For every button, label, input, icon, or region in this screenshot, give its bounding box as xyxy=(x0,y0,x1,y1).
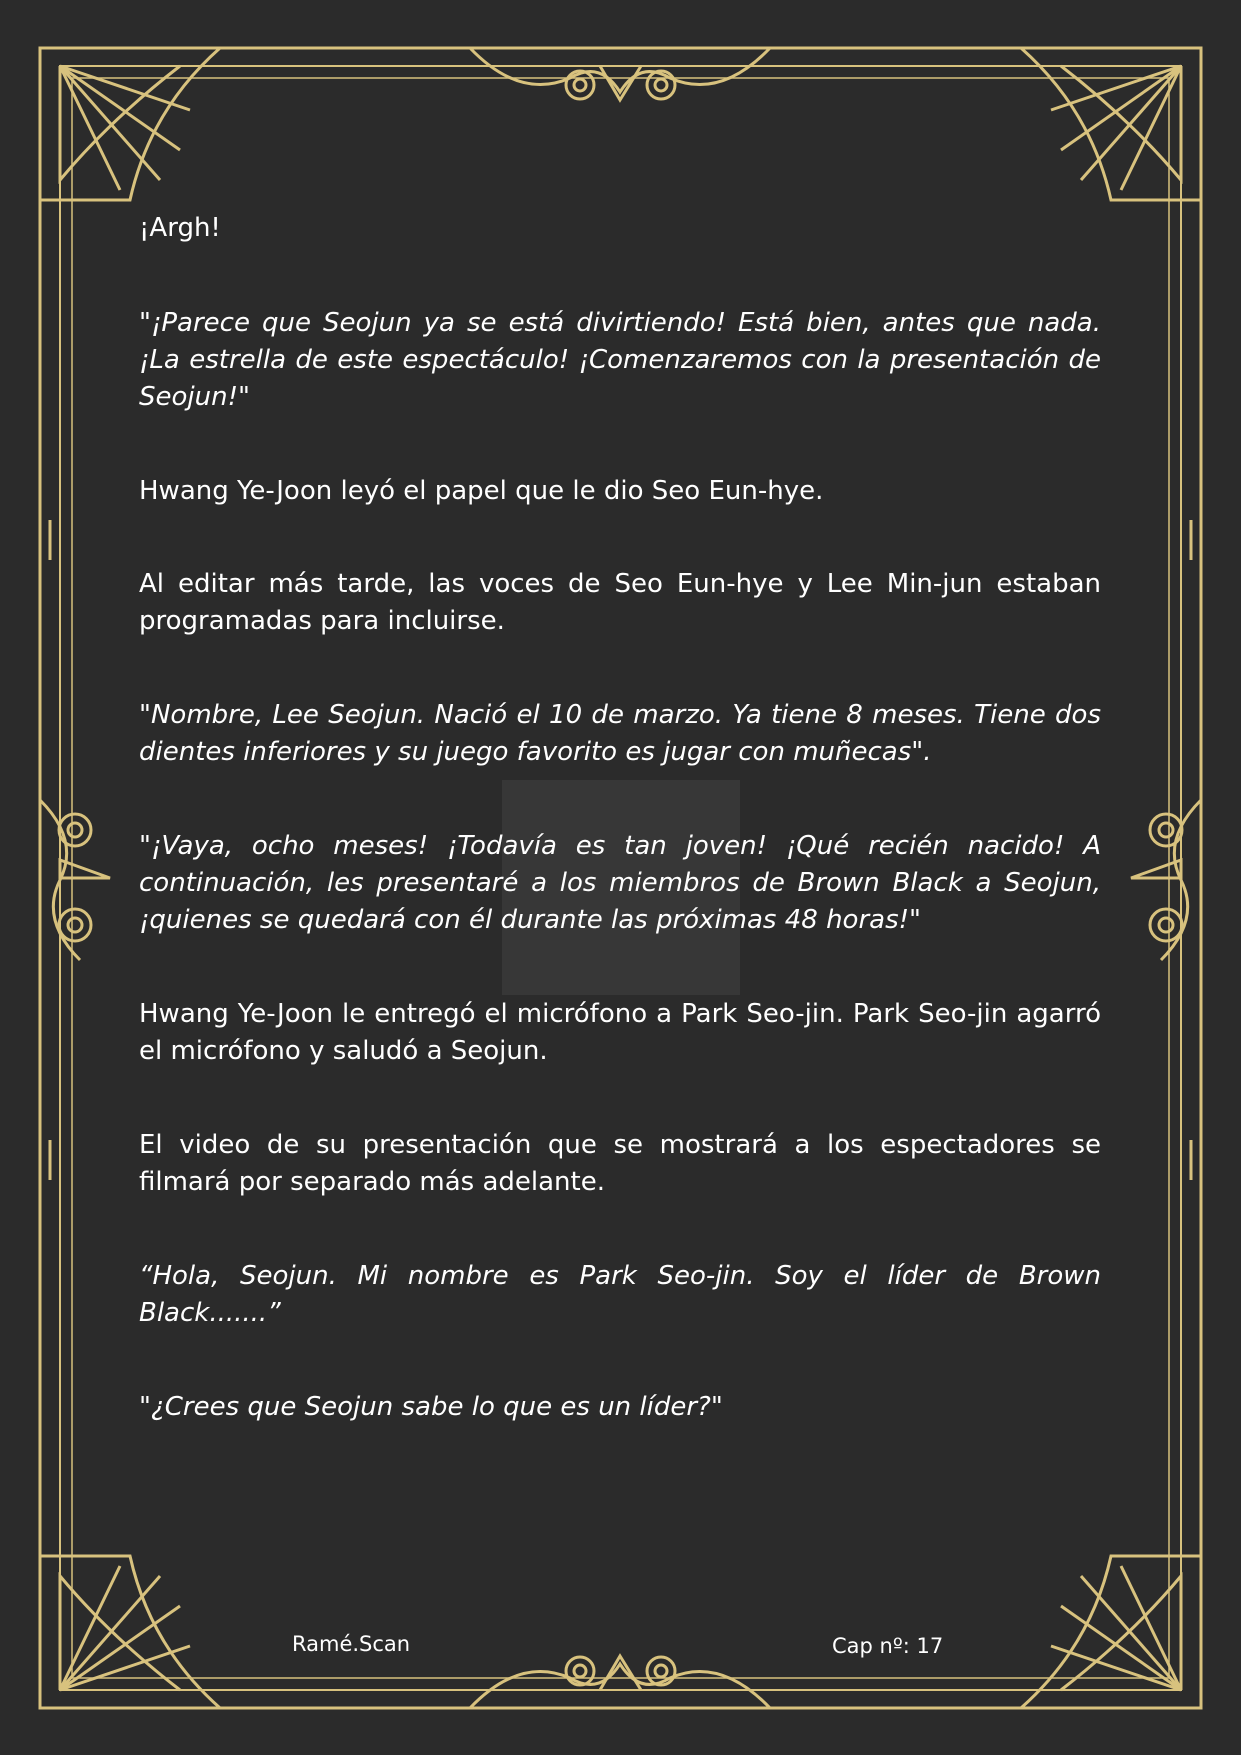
paragraph-9: “Hola, Seojun. Mi nombre es Park Seo-jin. Soy el líder de Brown Black.......” xyxy=(139,1261,1101,1328)
chapter-text xyxy=(139,210,1101,1426)
paragraph-2: "¡Parece que Seojun ya se está divirtiendo! Está bien, antes que nada. ¡La estrella de este espectáculo! ¡Comenzaremos con la presentación de Seojun!" xyxy=(139,308,1101,412)
paragraph-7: Hwang Ye-Joon le entregó el micrófono a Park Seo-jin. Park Seo-jin agarró el micrófono y saludó a Seojun. xyxy=(139,999,1101,1066)
chapter-number-label: Cap nº: 17 xyxy=(832,1634,944,1658)
scan-group-label: Ramé.Scan xyxy=(292,1632,411,1656)
paragraph-10: "¿Crees que Seojun sabe lo que es un líder?" xyxy=(139,1392,723,1422)
paragraph-5: "Nombre, Lee Seojun. Nació el 10 de marzo. Ya tiene 8 meses. Tiene dos dientes inferiores y su juego favorito es jugar con muñecas". xyxy=(139,700,1101,767)
paragraph-6: "¡Vaya, ocho meses! ¡Todavía es tan joven! ¡Qué recién nacido! A continuación, les presentaré a los miembros de Brown Black a Seojun, ¡quienes se quedará con él durante las próximas 48 horas!" xyxy=(139,831,1101,935)
paragraph-8: El video de su presentación que se mostrará a los espectadores se filmará por separado más adelante. xyxy=(139,1130,1101,1197)
paragraph-4: Al editar más tarde, las voces de Seo Eun-hye y Lee Min-jun estaban programadas para incluirse. xyxy=(139,569,1101,636)
paragraph-1: ¡Argh! xyxy=(139,213,221,243)
paragraph-3: Hwang Ye-Joon leyó el papel que le dio Seo Eun-hye. xyxy=(139,476,824,506)
